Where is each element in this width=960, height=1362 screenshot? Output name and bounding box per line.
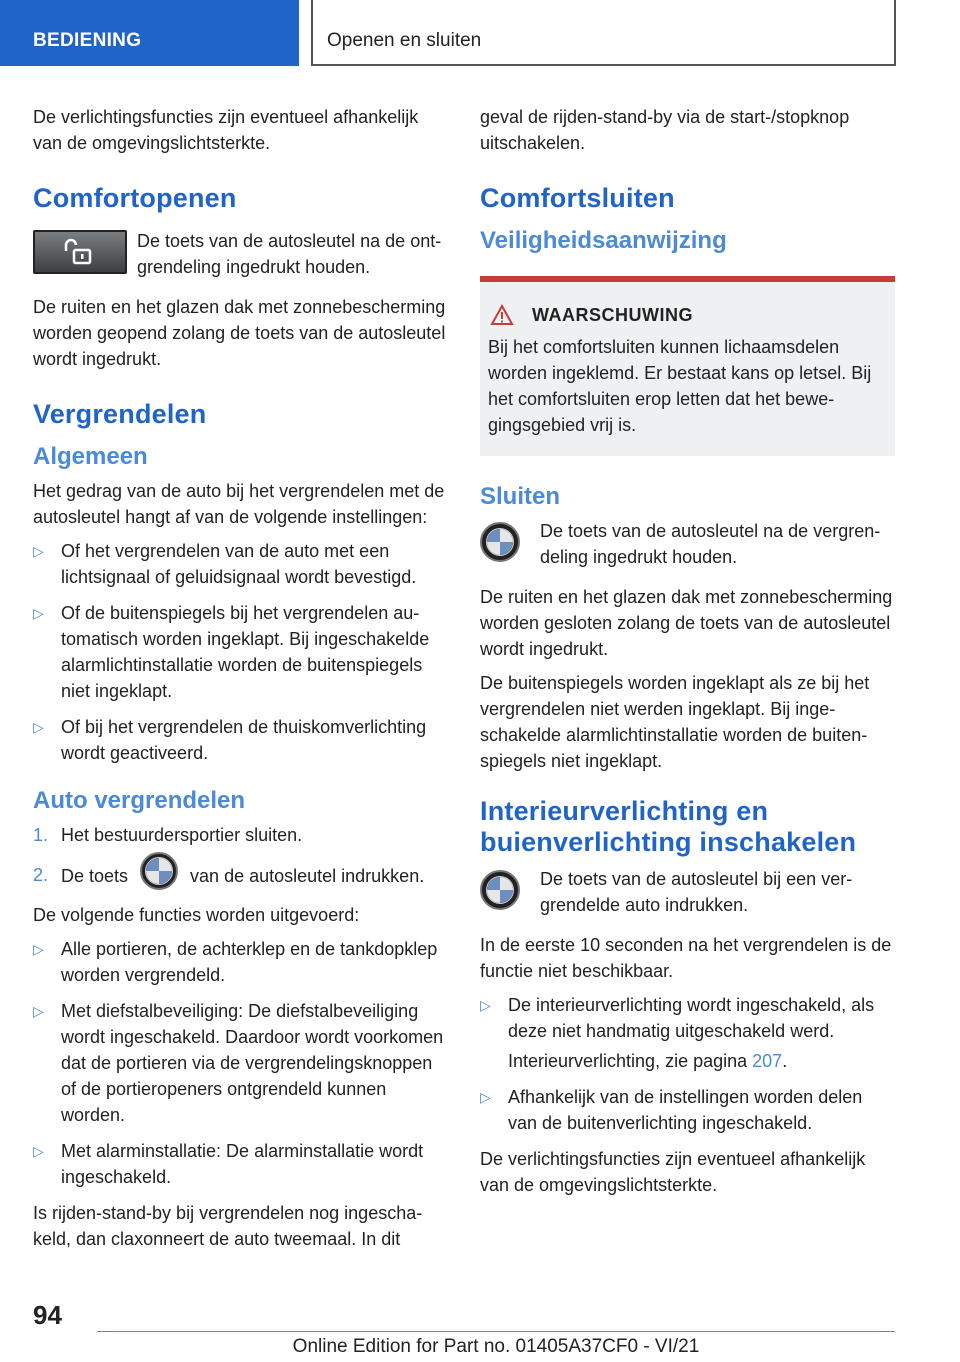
triangle-bullet-icon: ▷ [33,941,44,957]
lock-heading: Vergrendelen [33,399,207,429]
warning-box [480,276,895,456]
functions-intro: De volgende functies worden uitgevoerd: [33,905,360,925]
functions-list [33,936,448,1190]
list-item: 2. De toets van de autosleutel indrukken. [33,862,448,892]
lock-steps [33,822,448,892]
close-heading: Sluiten [480,483,561,510]
lights-key-row [470,866,895,918]
triangle-bullet-icon: ▷ [33,605,44,621]
list-item: ▷ Of bij het vergrendelen de thuiskomverlichting wordt geactiveerd. [33,714,448,766]
intro-text: De verlichtingsfuncties zijn eventueel afhankelijk van de omgevingslichtsterkte. [33,107,419,153]
left-column [33,104,448,1260]
page-number: 94 [33,1300,62,1330]
lights-key-text: De toets van de autosleutel bij een vergrendelde auto indrukken. [540,869,853,915]
list-item: ▷ Met diefstalbeveiliging: De diefstalbeveiliging wordt ingeschakeld. Daardoor wordt voorkomen dat de portieren via de vergrendelingsknoppen of de portieropeners ontgrendeld kunnen worden. [33,998,448,1128]
close-key-row [470,518,895,570]
comfort-open-key-text: De toets van de autosleutel na de ontgrendeling ingedrukt houden. [137,231,442,277]
safety-heading: Veiligheidsaanwijzing [480,227,727,254]
triangle-bullet-icon: ▷ [480,1089,491,1105]
list-item: ▷ Met alarminstallatie: De alarminstallatie wordt ingeschakeld. [33,1138,448,1190]
footer-divider [97,1331,895,1332]
unlock-key-icon [33,230,127,274]
list-item: ▷ Of de buitenspiegels bij het vergrendelen automatisch worden ingeklapt. Bij ingeschakelde alarmlichtinstallatie worden de buitenspiegels niet ingeklapt. [33,600,448,704]
car-lock-heading: Auto vergrendelen [33,787,246,814]
comfort-close-heading: Comfortsluiten [480,183,675,213]
warning-text: Bij het comfortsluiten kunnen lichaamsdelen worden ingeklemd. Er bestaat kans op letsel. Bij het comfortsluiten erop letten dat het bewegingsgebied vrij is. [488,337,872,435]
warning-triangle-icon [490,304,514,326]
list-item: 1. Het bestuurdersportier sluiten. [33,825,303,845]
comfort-open-body: De ruiten en het glazen dak met zonnebescherming worden geopend zolang de toets van de autosleutel wordt ingedrukt. [33,297,446,369]
lights-body: In de eerste 10 seconden na het vergrendelen is de functie niet beschikbaar. [480,935,892,981]
section-tab: BEDIENING [0,0,299,66]
list-item: ▷ De interieurverlichting wordt ingeschakeld, als deze niet handmatig uitgeschakeld werd. Interieurverlichting, zie pagina 207. [480,992,895,1074]
lights-list [480,992,895,1136]
chapter-title: Openen en sluiten [311,0,896,66]
lock-key-icon [470,868,530,912]
triangle-bullet-icon: ▷ [33,719,44,735]
lock-key-icon [470,520,530,564]
lights-heading: Interieurverlichting en buienverlichting inschakelen [480,796,857,857]
lights-outro: De verlichtingsfuncties zijn eventueel afhankelijk van de omgevingslichtsterkte. [480,1149,866,1195]
page-header [0,0,960,66]
lock-key-icon [134,852,184,892]
comfort-open-key-row [33,228,448,280]
warning-title: WAARSCHUWING [488,304,887,326]
comfort-open-heading: Comfortopenen [33,183,237,213]
general-heading: Algemeen [33,443,148,470]
list-item: ▷ Afhankelijk van de instellingen worden delen van de buitenverlichting ingeschakeld. [480,1084,895,1136]
close-key-text: De toets van de autosleutel na de vergrendeling ingedrukt houden. [540,521,881,567]
triangle-bullet-icon: ▷ [480,997,491,1013]
triangle-bullet-icon: ▷ [33,543,44,559]
page-link[interactable]: 207 [752,1051,783,1071]
close-body-1: De ruiten en het glazen dak met zonnebescherming worden gesloten zolang de toets van de autosleutel wordt ingedrukt. [480,587,893,659]
list-item: ▷ Of het vergrendelen van de auto met een lichtsignaal of geluidsignaal wordt bevestigd. [33,538,448,590]
closing-text: Is rijden-stand-by bij vergrendelen nog ingeschakeld, dan claxonneert de auto tweemaal. In dit [33,1203,423,1249]
cross-reference: Interieurverlichting, zie pagina 207. [508,1051,788,1071]
continued-text: geval de rijden-stand-by via de start-/stopknop uitschakelen. [480,107,850,153]
list-item: ▷ Alle portieren, de achterklep en de tankdopklep worden vergrendeld. [33,936,448,988]
triangle-bullet-icon: ▷ [33,1143,44,1159]
general-body: Het gedrag van de auto bij het vergrendelen met de autosleutel hangt af van de volgende instellingen: [33,481,445,527]
close-body-2: De buitenspiegels worden ingeklapt als ze bij het vergrendelen niet werden ingeklapt. Bij ingeschakelde alarmlichtinstallatie worden de buitenspiegels niet ingeklapt. [480,673,870,771]
settings-list [33,538,448,766]
right-column [480,104,895,1206]
edition-text: Online Edition for Part no. 01405A37CF0 - VI/21 [292,1336,700,1357]
triangle-bullet-icon: ▷ [33,1003,44,1019]
